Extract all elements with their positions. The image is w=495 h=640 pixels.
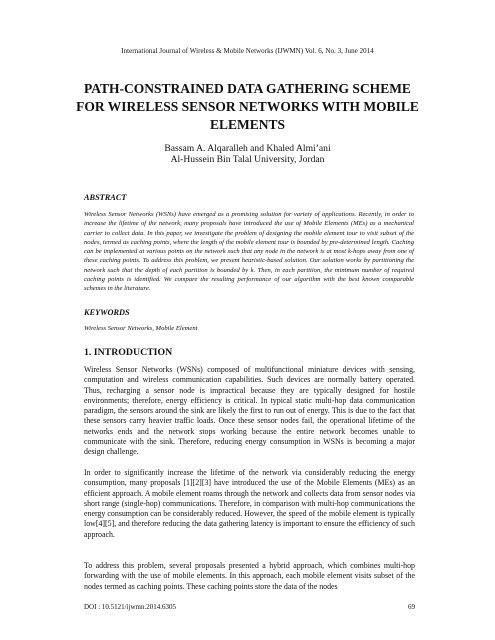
body-paragraph: To address this problem, several proposals presented a hybrid approach, which combines multi-hop forwarding with the use of mobile elements. In this approach, each mobile element visits subset of the nodes termed as caching points. These caching points store the data of the nodes [84, 561, 415, 591]
introduction-heading: 1. INTRODUCTION [84, 347, 173, 358]
author-block [0, 143, 495, 165]
page-number: 69 [408, 603, 415, 611]
keywords-text: Wireless Sensor Networks, Mobile Element [84, 325, 198, 332]
title-line: PATH-CONSTRAINED DATA GATHERING SCHEME [84, 81, 411, 96]
title-line: FOR WIRELESS SENSOR NETWORKS WITH MOBILE [76, 99, 419, 114]
body-paragraph: In order to significantly increase the lifetime of the network via considerably reducing the energy consumption, many proposals [1][2][3] have introduced the use of the Mobile Elements (MEs) as an efficient approach. A mobile element roams through the network and collects data from sensor nodes via short range (single-hop) communications. Therefore, in comparison with multi-hop communications the energy consumption can be considerably reduced. However, the speed of the mobile element is typically low[4][5], and therefore reducing the data gathering latency is important to ensure the efficiency of such approach. [84, 468, 415, 539]
author-names: Bassam A. Alqaralleh and Khaled Almi’ani [164, 143, 331, 154]
paper-title [60, 80, 435, 134]
author-affiliation: Al-Hussein Bin Talal University, Jordan [170, 154, 325, 165]
title-line: ELEMENTS [209, 117, 286, 132]
abstract-text: Wireless Sensor Networks (WSNs) have emerged as a promising solution for variety of applications. Recently, in order to increase the lifetime of the network, many proposals have introduced the use of Mobile Elements (MEs) as a mechanical carrier to collect data. In this paper, we investigate the problem of designing the mobile element tour to visit subset of the nodes, termed as caching points, where the length of the mobile element tour is bounded by pre-determined length. Caching can be implemented at various points on the network such that any node in the network is at most k-hops away from one of these caching points. To address this problem, we present heuristic-based solution. Our solution works by partitioning the network such that the depth of each partition is bounded by k. Then, in each partition, the minimum number of required caching points is identified. We compare the resulting performance of our algorithm with the best known comparable schemes in the literature. [84, 211, 414, 293]
keywords-heading: KEYWORDS [84, 308, 130, 317]
doi-footer: DOI : 10.5121/ijwmn.2014.6305 [84, 603, 176, 611]
journal-header: International Journal of Wireless & Mobile Networks (IJWMN) Vol. 6, No. 3, June 2014 [121, 47, 374, 55]
abstract-heading: ABSTRACT [84, 193, 127, 202]
body-paragraph: Wireless Sensor Networks (WSNs) composed of multifunctional miniature devices with sensing, computation and wireless communication capabilities. Such devices are normally battery operated. Thus, recharging a sensor node is impractical because they are typically designed for hostile environments; therefore, energy efficiency is critical. In typical static multi-hop data communication paradigm, the sensors around the sink are likely the first to run out of energy. This is due to the fact that these sensors carry heavier traffic loads. Once these sensor nodes fail, the operational lifetime of the networks ends and the network stops working because the entire network becomes unable to communicate with the sink. Therefore, reducing energy consumption in WSNs is becoming a major design challenge. [84, 365, 415, 457]
